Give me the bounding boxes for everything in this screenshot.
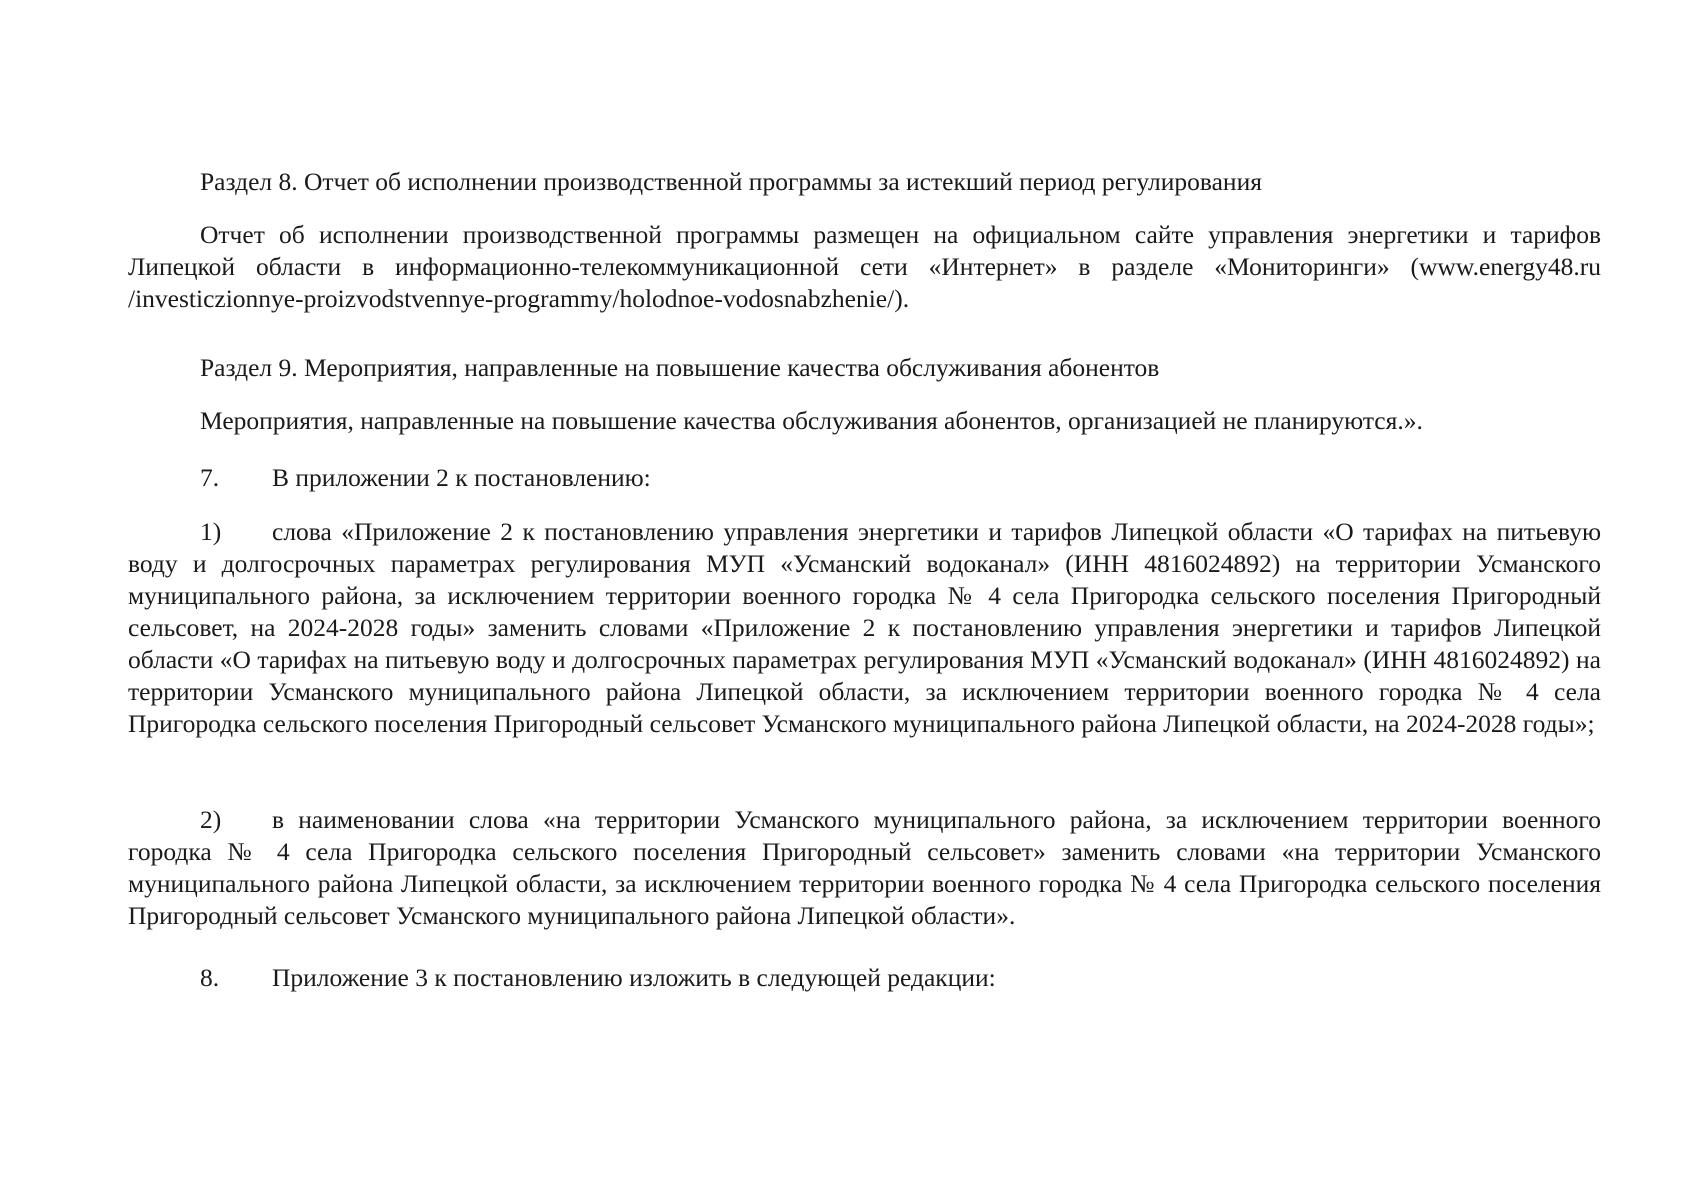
subitem-2-number: 2) — [200, 805, 222, 834]
item-7-text: В приложении 2 к постановлению: — [272, 463, 651, 492]
section-9-paragraph-text: Мероприятия, направленные на повышение качества обслуживания абонентов, организацией не планируются.». — [200, 406, 1423, 435]
item-8-text: Приложение 3 к постановлению изложить в следующей редакции: — [272, 963, 996, 992]
item-7-number: 7. — [200, 463, 220, 492]
subitem-1-number: 1) — [200, 517, 222, 546]
section-9-heading-text: Раздел 9. Мероприятия, направленные на повышение качества обслуживания абонентов — [200, 353, 1160, 382]
section-9-paragraph — [128, 405, 1601, 437]
section-8-paragraph-text: Отчет об исполнении производственной программы размещен на официальном сайте управления энергетики и тарифов Липецкой области в информационно-телекоммуникационной сети «Интернет» в разделе «Мониторинги» (www.energy48.ru /investiczionnye-proizvodstvennye-programmy/holodnoe-vodosnabzhenie/). — [128, 220, 1601, 313]
item-7 — [128, 462, 1601, 494]
section-8-heading-text: Раздел 8. Отчет об исполнении производственной программы за истекший период регулирования — [200, 167, 1262, 196]
item-8-number: 8. — [200, 963, 220, 992]
subitem-2-text: в наименовании слова «на территории Усманского муниципального района, за исключением территории военного городка № 4 села Пригородка сельского поселения Пригородный сельсовет» заменить словами «на территории Усманского муниципального района Липецкой области, за исключением территории военного городка № 4 села Пригородка сельского поселения Пригородный сельсовет Усманского муниципального района Липецкой области». — [128, 805, 1601, 930]
subitem-1 — [128, 516, 1601, 740]
subitem-1-text: слова «Приложение 2 к постановлению управления энергетики и тарифов Липецкой области «О тарифах на питьевую воду и долгосрочных параметрах регулирования МУП «Усманский водоканал» (ИНН 4816024892) на территории Усманского муниципального района, за исключением территории военного городка № 4 села Пригородка сельского поселения Пригородный сельсовет, на 2024-2028 годы» заменить словами «Приложение 2 к постановлению управления энергетики и тарифов Липецкой области «О тарифах на питьевую воду и долгосрочных параметрах регулирования МУП «Усманский водоканал» (ИНН 4816024892) на территории Усманского муниципального района Липецкой области, за исключением территории военного городка № 4 села Пригородка сельского поселения Пригородный сельсовет Усманского муниципального района Липецкой области, на 2024-2028 годы»; — [128, 517, 1601, 738]
item-8 — [128, 962, 1601, 994]
section-8-heading — [128, 166, 1601, 198]
section-9-heading — [128, 352, 1601, 384]
section-8-paragraph — [128, 219, 1601, 315]
subitem-2 — [128, 804, 1601, 932]
